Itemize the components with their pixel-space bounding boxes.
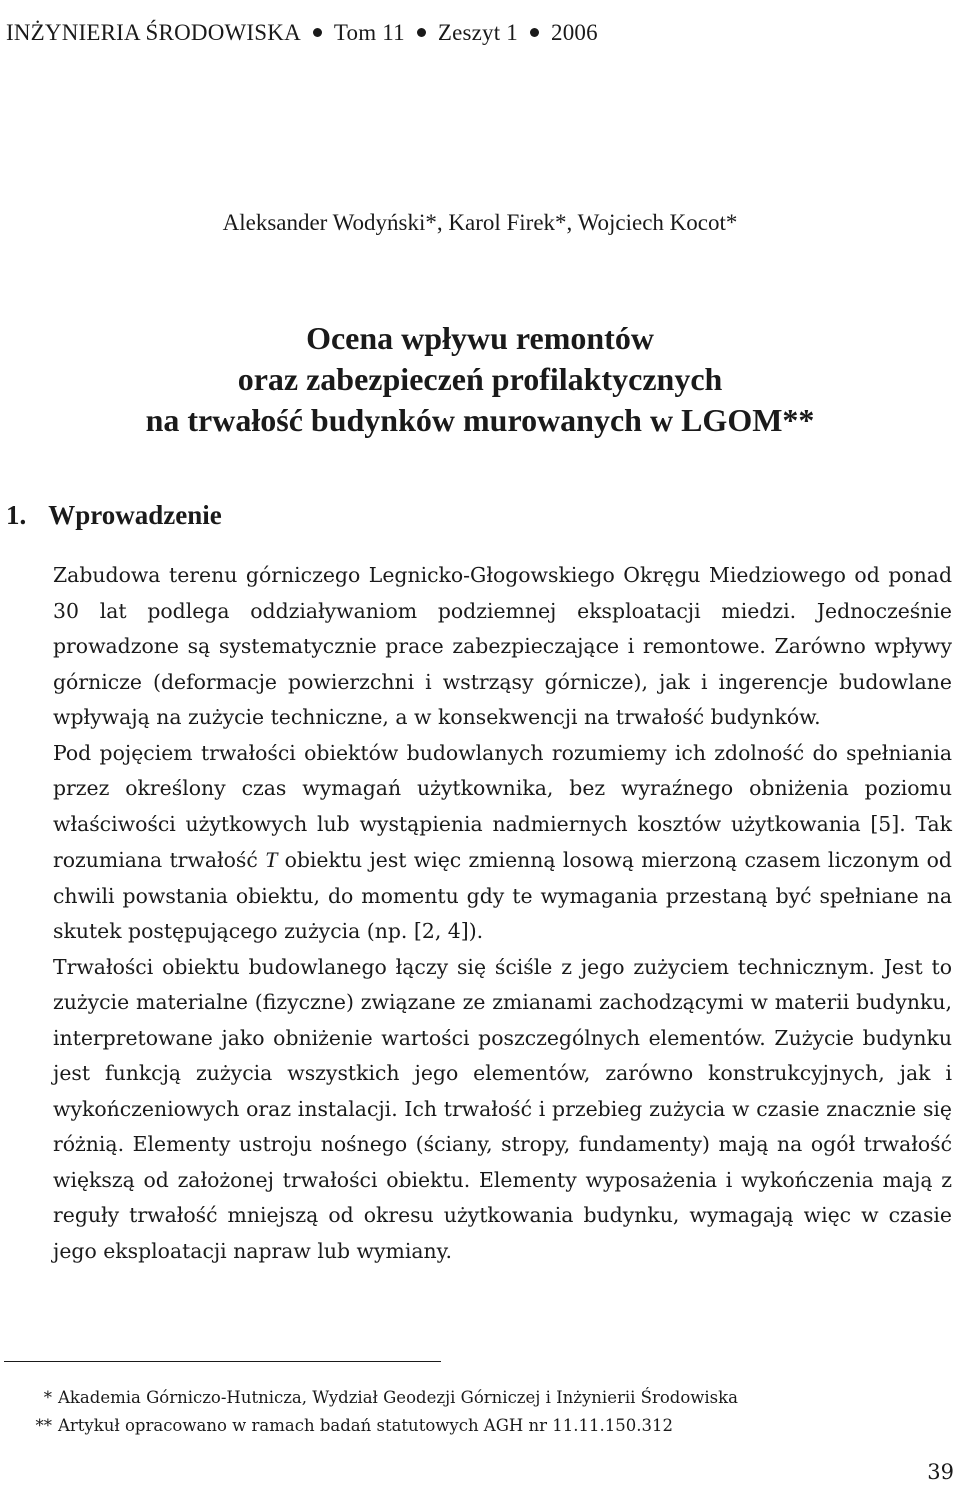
footnote-mark: * — [43, 1388, 52, 1407]
footnote-text: Akademia Górniczo-Hutnicza, Wydział Geodezji Górniczej i Inżynierii Środowiska — [58, 1388, 738, 1407]
issue-label: Zeszyt 1 — [437, 20, 518, 45]
section-heading — [6, 500, 222, 531]
title-line: oraz zabezpieczeń profilaktycznych — [237, 361, 723, 397]
paragraph-text: Pod pojęciem trwałości obiektów budowlanych rozumiemy ich zdolność do spełniania przez określony czas wymagań użytkownika, bez wyraźnego obniżenia poziomu właściwości użytkowych lub wystąpienia nadmiernych kosztów użytkowania [5]. Tak rozumiana trwałość — [53, 740, 952, 872]
article-title — [0, 318, 960, 441]
bullet-separator — [417, 28, 426, 37]
footnote-mark: ** — [35, 1416, 52, 1435]
title-line: Ocena wpływu remontów — [306, 320, 654, 356]
authors: Aleksander Wodyński*, Karol Firek*, Wojciech Kocot* — [222, 210, 738, 235]
footnote-text: Artykuł opracowano w ramach badań statutowych AGH nr 11.11.150.312 — [58, 1416, 674, 1435]
footnote-rule — [4, 1361, 441, 1362]
paragraph — [4, 736, 952, 950]
footnotes — [4, 1384, 738, 1440]
bullet-separator — [313, 28, 322, 37]
running-header — [6, 20, 598, 46]
journal-name: INŻYNIERIA ŚRODOWISKA — [6, 20, 301, 45]
paragraph: Zabudowa terenu górniczego Legnicko-Głogowskiego Okręgu Miedziowego od ponad 30 lat podlega oddziaływaniom podziemnej eksploatacji miedzi. Jednocześnie prowadzone są systematycznie prace zabezpieczające i remontowe. Zarówno wpływy górnicze (deformacje powierzchni i wstrząsy górnicze), jak i ingerencje budowlane wpływają na zużycie techniczne, a w konsekwencji na trwałość budynków. — [53, 563, 952, 729]
year-label: 2006 — [551, 20, 598, 45]
section-title: Wprowadzenie — [48, 500, 222, 530]
footnote — [4, 1384, 738, 1412]
title-line: na trwałość budynków murowanych w LGOM** — [145, 402, 815, 438]
paragraph: Trwałości obiektu budowlanego łączy się ściśle z jego zużyciem technicznym. Jest to zużycie materialne (fizyczne) związane ze zmianami zachodzącymi w materii budynku, interpretowane jako obniżenie wartości poszczególnych elementów. Zużycie budynku jest funkcją zużycia wszystkich jego elementów, zarówno konstrukcyjnych, jak i wykończeniowych oraz instalacji. Ich trwałość i przebieg zużycia w czasie znacznie się różnią. Elementy ustroju nośnego (ściany, stropy, fundamenty) mają na ogół trwałość większą od założonej trwałości obiektu. Elementy wyposażenia i wykończenia mają z reguły trwałość mniejszą od okresu użytkowania budynku, wymagają więc w czasie jego eksploatacji napraw lub wymiany. — [53, 954, 952, 1263]
volume-label: Tom 11 — [333, 20, 405, 45]
page-number: 39 — [927, 1460, 954, 1484]
symbol-t: T — [265, 847, 278, 872]
footnote — [4, 1412, 738, 1440]
section-number: 1. — [6, 500, 27, 530]
paragraph-text: obiektu jest więc zmienną losową mierzoną czasem liczonym od chwili powstania obiektu, do momentu gdy te wymagania przestaną być spełniane na skutek postępującego zużycia (np. [2, 4]). — [53, 848, 952, 943]
body-text — [4, 558, 952, 1269]
bullet-separator — [530, 28, 539, 37]
